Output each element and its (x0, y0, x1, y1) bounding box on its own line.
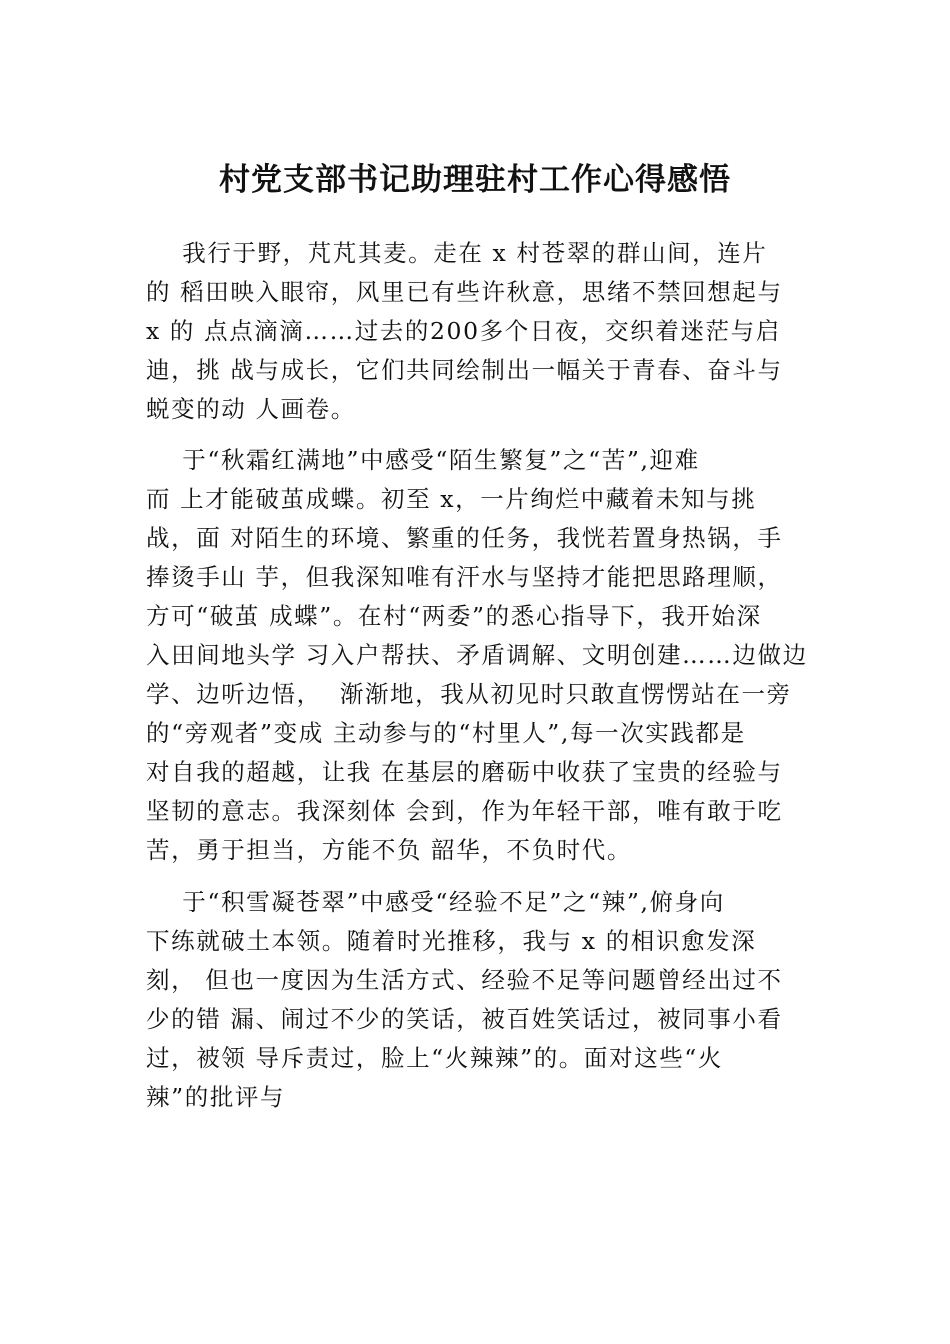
body-line: 于“积雪凝苍翠”中感受“经验不足”之“辣”,俯身向 (146, 888, 725, 916)
body-line: 迪，挑 战与成长，它们共同绘制出一幅关于青春、奋斗与 (146, 356, 783, 384)
body-line: 学、边听边悟， 渐渐地，我从初见时只敢直愣愣站在一旁 (146, 680, 792, 708)
body-line: 对自我的超越，让我 在基层的磨砺中收获了宝贵的经验与 (146, 758, 783, 786)
body-line: 少的错 漏、闹过不少的笑话，被百姓笑话过，被同事小看 (146, 1005, 783, 1033)
body-line: 战，面 对陌生的环境、繁重的任务，我恍若置身热锅，手 (146, 524, 783, 552)
body-line: 入田间地头学 习入户帮扶、矛盾调解、文明创建……边做边 (146, 641, 808, 669)
body-line: 辣”的批评与 (146, 1083, 286, 1111)
body-line: 苦，勇于担当，方能不负 韶华，不负时代。 (146, 836, 632, 864)
body-line: x 的 点点滴滴……过去的200多个日夜，交织着迷茫与启 (146, 317, 781, 345)
body-line: 刻， 但也一度因为生活方式、经验不足等问题曾经出过不 (146, 966, 783, 994)
body-line: 方可“破茧 成蝶”。在村“两委”的悉心指导下，我开始深 (146, 602, 762, 630)
body-line: 下练就破土本领。随着时光推移，我与 x 的相识愈发深 (146, 927, 757, 955)
body-line: 蜕变的动 人画卷。 (146, 395, 356, 423)
body-line: 捧烫手山 芋，但我深知唯有汗水与坚持才能把思路理顺， (146, 563, 783, 591)
document-title: 村党支部书记助理驻村工作心得感悟 (219, 162, 731, 198)
body-line: 而 上才能破茧成蝶。初至 x，一片绚烂中藏着未知与挑 (146, 485, 757, 513)
body-line: 于“秋霜红满地”中感受“陌生繁复”之“苦”,迎难 (146, 446, 700, 474)
body-line: 我行于野，芃芃其麦。走在 x 村苍翠的群山间，连片 (146, 239, 768, 267)
body-line: 过，被领 导斥责过，脸上“火辣辣”的。面对这些“火 (146, 1044, 724, 1072)
body-line: 的 稻田映入眼帘，风里已有些许秋意，思绪不禁回想起与 (146, 278, 783, 306)
body-line: 的“旁观者”变成 主动参与的“村里人”,每一次实践都是 (146, 719, 746, 747)
body-line: 坚韧的意志。我深刻体 会到，作为年轻干部，唯有敢于吃 (146, 797, 783, 825)
